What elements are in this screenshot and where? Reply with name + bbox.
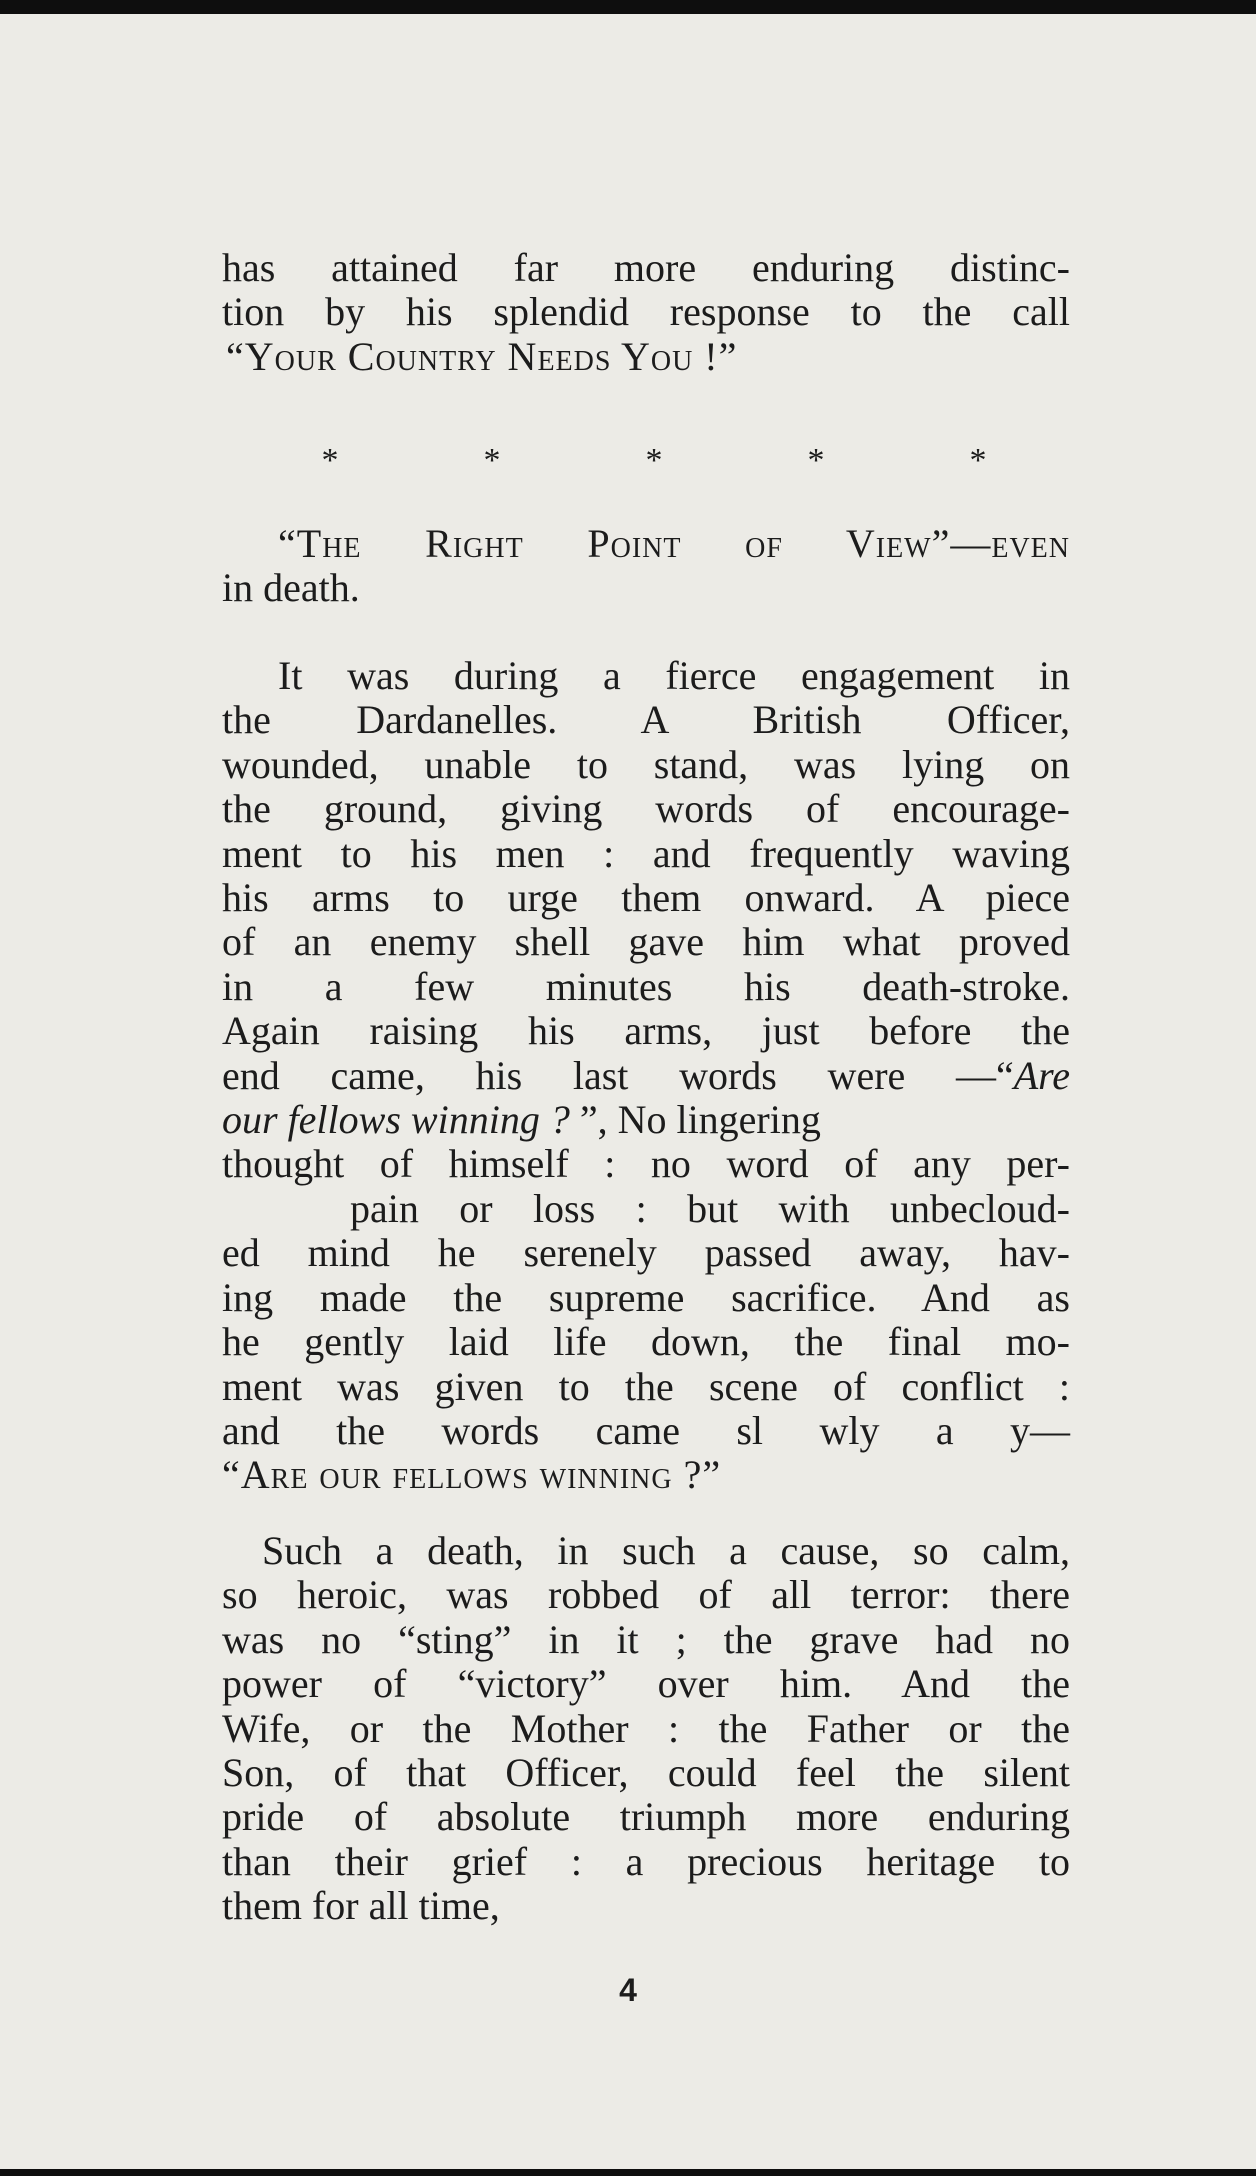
text-line: the ground, giving words of encourage- [222, 786, 1070, 832]
text-line: Wife, or the Mother : the Father or the [222, 1705, 1070, 1751]
top-paragraph [222, 246, 1070, 379]
text-line: than their grief : a precious heritage to [222, 1838, 1070, 1884]
section-separator [320, 442, 988, 480]
quote-line: “Are our fellows winning ?” [222, 1452, 722, 1498]
text-line: It was during a fierce engagement in [278, 653, 1070, 698]
italic-word: Are [1013, 1052, 1070, 1098]
book-page [0, 14, 1256, 2169]
star-glyph: * [483, 442, 501, 479]
text-line: pride of absolute triumph more enduring [222, 1794, 1070, 1840]
text-line: Again raising his arms, just before the [222, 1008, 1070, 1054]
text-line: he gently laid life down, the final mo- [222, 1319, 1070, 1365]
text-line: Such a death, in such a cause, so calm, [262, 1528, 1070, 1573]
star-glyph: * [807, 442, 825, 479]
page-number: 4 [619, 1972, 637, 2008]
slogan-line: “Your Country Needs You !” [226, 333, 738, 379]
text-line [222, 1054, 1070, 1098]
italic-phrase: our fellows winning ? [222, 1097, 570, 1143]
text-line: ment was given to the scene of conflict : [222, 1363, 1070, 1409]
text-line: Son, of that Officer, could feel the silent [222, 1750, 1070, 1796]
text-line: of an enemy shell gave him what proved [222, 919, 1070, 965]
text-fragment: end came, his last words were —“ [222, 1052, 1014, 1098]
text-line: thought of himself : no word of any per- [222, 1141, 1070, 1187]
text-line: and the words came sl wly a y— [222, 1407, 1070, 1453]
closing-paragraph [222, 1529, 1070, 1929]
text-line: so heroic, was robbed of all terror: there [222, 1572, 1070, 1618]
star-glyph: * [321, 442, 339, 479]
section-heading [222, 522, 1070, 611]
text-line: the Dardanelles. A British Officer, [222, 697, 1070, 743]
text-line: pain or loss : but with unbecloud- [350, 1185, 1070, 1231]
text-fragment: ”, No lingering [579, 1097, 821, 1143]
text-line: them for all time, [222, 1883, 500, 1929]
text-line: has attained far more enduring distinc- [222, 245, 1070, 290]
heading-line: “The Right Point of View”—even [278, 521, 1070, 566]
text-line: power of “victory” over him. And the [222, 1661, 1070, 1707]
text-line: ed mind he serenely passed away, hav- [222, 1230, 1070, 1276]
story-paragraph [222, 654, 1070, 1498]
text-line: ing made the supreme sacrifice. And as [222, 1274, 1070, 1320]
heading-line: in death. [222, 565, 360, 611]
star-glyph: * [645, 442, 663, 479]
text-line: wounded, unable to stand, was lying on [222, 741, 1070, 787]
text-line: his arms to urge them onward. A piece [222, 875, 1070, 921]
text-line [222, 1098, 1070, 1142]
text-line: tion by his splendid response to the call [222, 289, 1070, 335]
star-glyph: * [969, 442, 987, 479]
text-line: ment to his men : and frequently waving [222, 830, 1070, 876]
text-line: in a few minutes his death-stroke. [222, 963, 1070, 1009]
text-line: was no “sting” in it ; the grave had no [222, 1616, 1070, 1662]
